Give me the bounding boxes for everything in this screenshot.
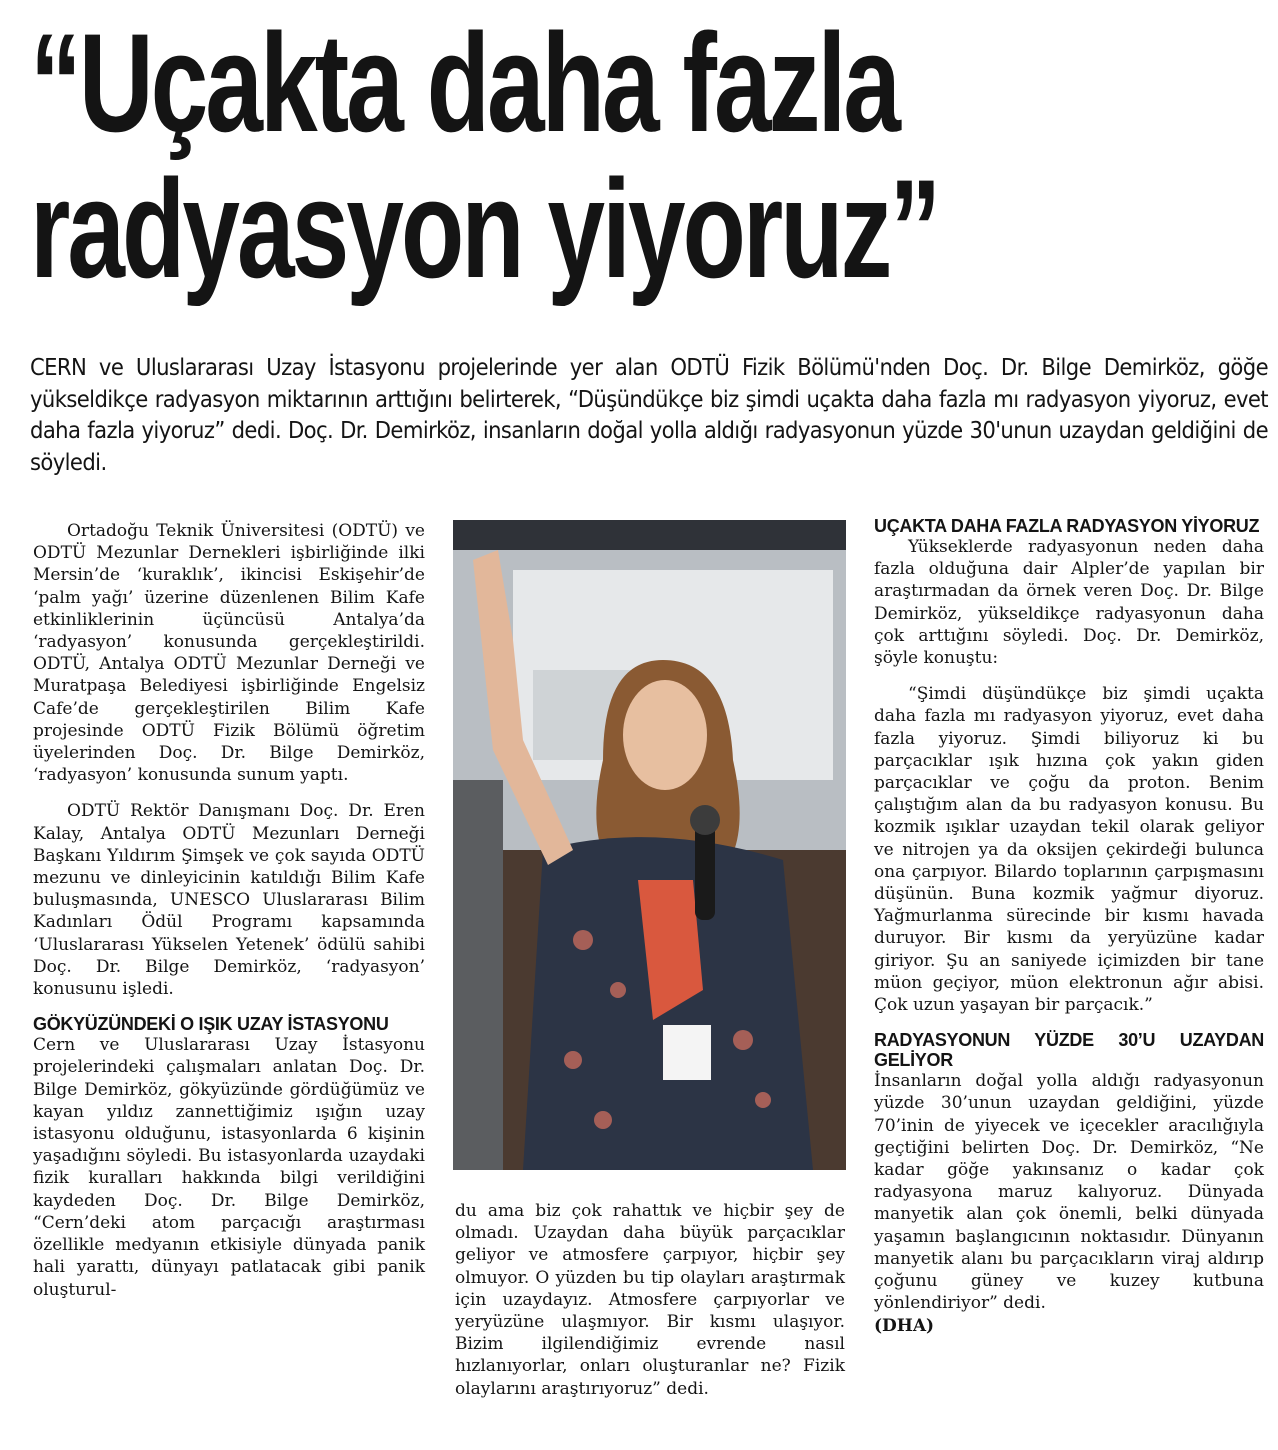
col3-paragraph-3: İnsanların doğal yolla aldığı radyasyonun yüzde 30’unun uzaydan geldiğini, yüzde 70’inin de yiyecek ve içecekler aracılığıyla geçtiğini belirten Doç. Dr. Demirköz, “Ne kadar göğe yakınsanız o kadar çok radyasyona maruz kalıyoruz. Dünyada manyetik alan çok önemli, belki dünyada yaşamın başlangıcının noktasıdır. Dünyanın manyetik alanı bu parçacıkların viraj aldırıp çoğunu güney ve kuzey kutbuna yönlendiriyor” dedi. [874, 1071, 1264, 1314]
column-1 [33, 520, 425, 1315]
headline [30, 4, 1270, 307]
col3-paragraph-2: “Şimdi düşündükçe biz şimdi uçakta daha fazla mı radyasyon yiyoruz, evet daha fazla yiyoruz. Şimdi biliyoruz ki bu parçacıklar ışık hızına çok yakın giden parçacıklar ve çoğu da proton. Benim çalıştığım alan da bu radyasyon konusu. Bu kozmik ışıklar uzaydan tekil olarak geliyor ve nitrojen ya da oksijen çekirdeği bulunca ona çarpıyor. Bilardo toplarının çarpışmasını düşünün. Buna kozmik yağmur diyoruz. Yağmurlanma sürecinde bir kısmı havada duruyor. Bir kısmı da yeryüzüne kadar giriyor. Şu an saniyede içimizden bir tane müon geçiyor, müon elektronun ağır abisi. Çok uzun yaşayan bir parçacık.” [874, 684, 1264, 1016]
col2-paragraph-1: du ama biz çok rahattık ve hiçbir şey de olmadı. Uzaydan daha büyük parçacıklar geliyor ve atmosfere çarpıyor, hiçbir şey olmuyor. O yüzden bu tip olayları araştırmak için uzaydayız. Atmosfere çarpıyorlar ve yeryüzüne ulaşmıyor. Bir kısmı ulaşıyor. Bizim ilgilendiğimiz evrende nasıl hızlanıyorlar, onları oluşturanlar ne? Fizik olaylarını araştırıyoruz” dedi. [455, 1201, 845, 1399]
col3-subheading-2: RADYASYONUN YÜZDE 30’U UZAYDAN GELİYOR [874, 1030, 1264, 1071]
col3-paragraph-1: Yükseklerde radyasyonun neden daha fazla olduğuna dair Alpler’de yapılan bir araştırmadan da örnek veren Doç. Dr. Bilge Demirköz, yükseldikçe radyasyonun daha çok arttığını söyledi. Doç. Dr. Demirköz, şöyle konuştu: [874, 537, 1264, 669]
article-photo [453, 520, 846, 1170]
speaker-photo-illustration [453, 520, 846, 1170]
col1-paragraph-2: ODTÜ Rektör Danışmanı Doç. Dr. Eren Kalay, Antalya ODTÜ Mezunları Derneği Başkanı Yıldırım Şimşek ve çok sayıda ODTÜ mezunu ve dinleyicinin katıldığı Bilim Kafe buluşmasında, UNESCO Uluslararası Bilim Kadınları Ödül Programı kapsamında ‘Uluslararası Yükselen Yetenek’ ödülü sahibi Doç. Dr. Bilge Demirköz, ‘radyasyon’ konusunu işledi. [33, 801, 425, 1000]
col3-subheading-1: UÇAKTA DAHA FAZLA RADYASYON YİYORUZ [874, 516, 1260, 536]
news-agency-credit: (DHA) [874, 1315, 935, 1336]
column-3 [874, 516, 1264, 1337]
col1-subheading: GÖKYÜZÜNDEKİ O IŞIK UZAY İSTASYONU [33, 1014, 389, 1035]
column-2 [455, 1200, 845, 1414]
col1-paragraph-3: Cern ve Uluslararası Uzay İstasyonu projelerindeki çalışmaları anlatan Doç. Dr. Bilge Demirköz, gökyüzünde gördüğümüz ve kayan yıldız zannettiğimiz ışığın uzay istasyonu olduğunu, istasyonlarda 6 kişinin yaşadığını söyledi. Bu istasyonlarda uzaydaki fizik kuralları hakkında bilgi verildiğini kaydeden Doç. Dr. Bilge Demirköz, “Cern’deki atom parçacığı araştırması özellikle medyanın etkisiyle dünyada panik hali yarattı, dünyayı patlatacak gibi panik oluşturul- [33, 1035, 425, 1300]
headline-line-1: “Uçakta daha fazla [30, 4, 898, 161]
lede-paragraph: CERN ve Uluslararası Uzay İstasyonu projelerinde yer alan ODTÜ Fizik Bölümü'nden Doç. Dr. Bilge Demirköz, göğe yükseldikçe radyasyon miktarının arttığını belirterek, “Düşündükçe biz şimdi uçakta daha fazla mı radyasyon yiyoruz, evet daha fazla yiyoruz” dedi. Doç. Dr. Demirköz, insanların doğal yolla aldığı radyasyonun yüzde 30'unun uzaydan geldiğini de söyledi. [30, 353, 1268, 476]
headline-line-2: radyasyon yiyoruz” [30, 150, 939, 307]
col1-paragraph-1: Ortadoğu Teknik Üniversitesi (ODTÜ) ve ODTÜ Mezunlar Dernekleri işbirliğinde ilki Mersin’de ‘kuraklık’, ikincisi Eskişehir’de ‘palm yağı’ üzerine düzenlenen Bilim Kafe etkinliklerinin üçüncüsü Antalya’da ‘radyasyon’ konusunda gerçekleştirildi. ODTÜ, Antalya ODTÜ Mezunlar Derneği ve Muratpaşa Belediyesi işbirliğinde Engelsiz Cafe’de gerçekleştirilen Bilim Kafe projesinde ODTÜ Fizik Bölümü öğretim üyelerinden Doç. Dr. Bilge Demirköz, ‘radyasyon’ konusunda sunum yaptı. [33, 521, 425, 786]
